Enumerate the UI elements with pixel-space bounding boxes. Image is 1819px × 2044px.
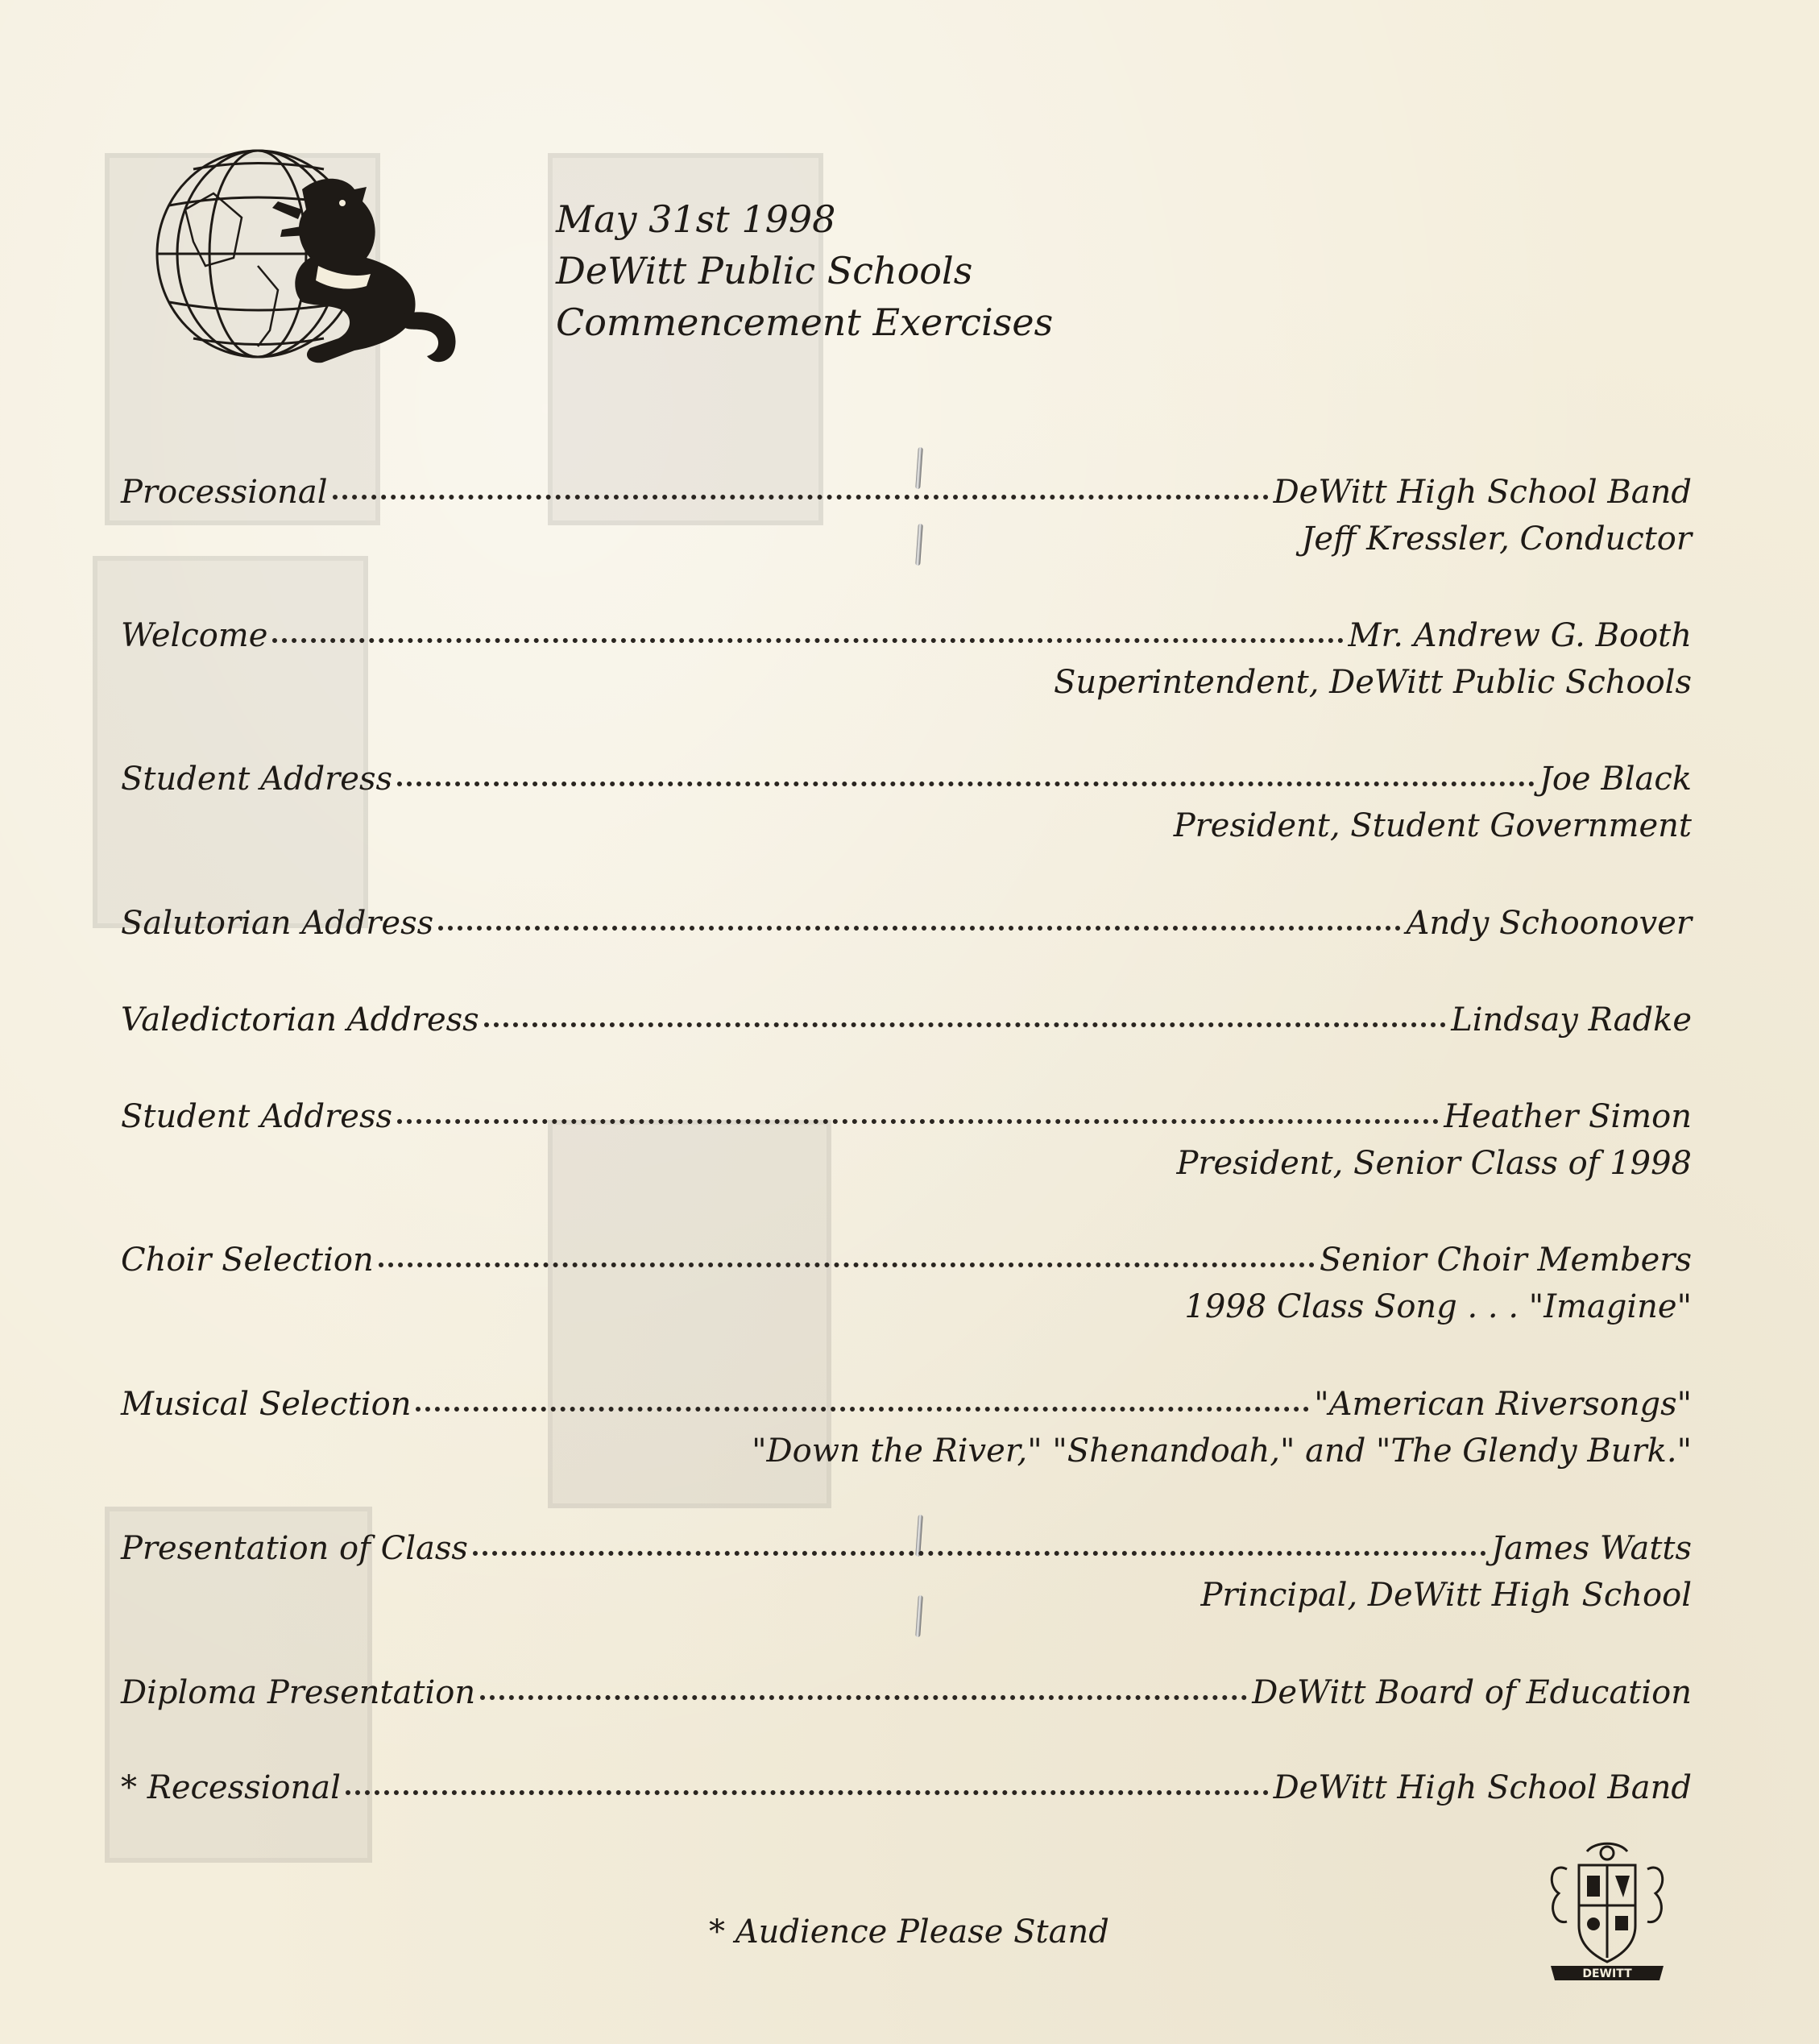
event-title: Commencement Exercises bbox=[556, 301, 1054, 344]
program-detail: Principal, DeWitt High School bbox=[1200, 1577, 1692, 1614]
program-item bbox=[121, 1239, 1692, 1281]
school-name: DeWitt Public Schools bbox=[556, 249, 973, 292]
program-item bbox=[121, 1096, 1692, 1138]
globe-panther-icon bbox=[137, 145, 483, 387]
dot-leader bbox=[379, 1258, 1315, 1267]
dot-leader bbox=[346, 1785, 1269, 1795]
dot-leader bbox=[416, 1402, 1309, 1412]
program-item bbox=[121, 1767, 1692, 1809]
program-part: Choir Selection bbox=[121, 1242, 374, 1279]
program-part: Presentation of Class bbox=[121, 1530, 468, 1567]
program-item bbox=[121, 758, 1692, 800]
program-detail: President, Senior Class of 1998 bbox=[1176, 1145, 1692, 1182]
program-part: Student Address bbox=[121, 1098, 393, 1135]
program-detail: President, Student Government bbox=[1173, 807, 1692, 844]
program-detail: 1998 Class Song . . . "Imagine" bbox=[1184, 1288, 1692, 1325]
program-part: Processional bbox=[121, 474, 328, 511]
program-performer: Andy Schoonover bbox=[1406, 905, 1692, 942]
dot-leader bbox=[473, 1546, 1486, 1556]
dot-leader bbox=[397, 1114, 1439, 1124]
program-detail: Jeff Kressler, Conductor bbox=[1301, 520, 1692, 558]
program-item bbox=[121, 1528, 1692, 1569]
program-performer: Lindsay Radke bbox=[1451, 1001, 1692, 1039]
program-item bbox=[121, 999, 1692, 1041]
program-item bbox=[121, 1383, 1692, 1425]
event-date: May 31st 1998 bbox=[556, 197, 836, 241]
program-performer: "American Riversongs" bbox=[1314, 1386, 1692, 1423]
audience-stand-note: * Audience Please Stand bbox=[709, 1913, 1109, 1951]
program-item bbox=[121, 902, 1692, 944]
program-part: Salutorian Address bbox=[121, 905, 434, 942]
program-performer: James Watts bbox=[1491, 1530, 1692, 1567]
program-part: Valedictorian Address bbox=[121, 1001, 479, 1039]
program-detail: Superintendent, DeWitt Public Schools bbox=[1053, 664, 1692, 701]
program-item bbox=[121, 471, 1692, 513]
dot-leader bbox=[484, 1018, 1447, 1027]
program-performer: Mr. Andrew G. Booth bbox=[1348, 617, 1692, 654]
program-performer: Senior Choir Members bbox=[1319, 1242, 1692, 1279]
program-performer: DeWitt Board of Education bbox=[1252, 1674, 1692, 1711]
program-header bbox=[556, 193, 1053, 348]
dot-leader bbox=[438, 921, 1401, 931]
program-part: * Recessional bbox=[121, 1769, 341, 1806]
dot-leader bbox=[480, 1690, 1247, 1700]
dot-leader bbox=[333, 490, 1269, 500]
school-crest-icon bbox=[1543, 1837, 1672, 1986]
program-performer: Heather Simon bbox=[1444, 1098, 1692, 1135]
program-item bbox=[121, 615, 1692, 657]
program-item bbox=[121, 1672, 1692, 1714]
staple bbox=[915, 1595, 923, 1637]
program-detail: "Down the River," "Shenandoah," and "The Glendy Burk." bbox=[752, 1432, 1692, 1470]
program-performer: DeWitt High School Band bbox=[1273, 1769, 1692, 1806]
crest-banner-text: DEWITT bbox=[1582, 1967, 1632, 1980]
program-part: Diploma Presentation bbox=[121, 1674, 476, 1711]
dot-leader bbox=[397, 777, 1535, 786]
program-performer: Joe Black bbox=[1539, 761, 1692, 798]
staple bbox=[915, 524, 923, 566]
program-part: Welcome bbox=[121, 617, 268, 654]
bleed-through-photo bbox=[93, 556, 368, 928]
program-performer: DeWitt High School Band bbox=[1273, 474, 1692, 511]
program-part: Musical Selection bbox=[121, 1386, 412, 1423]
dot-leader bbox=[272, 633, 1343, 643]
program-part: Student Address bbox=[121, 761, 393, 798]
